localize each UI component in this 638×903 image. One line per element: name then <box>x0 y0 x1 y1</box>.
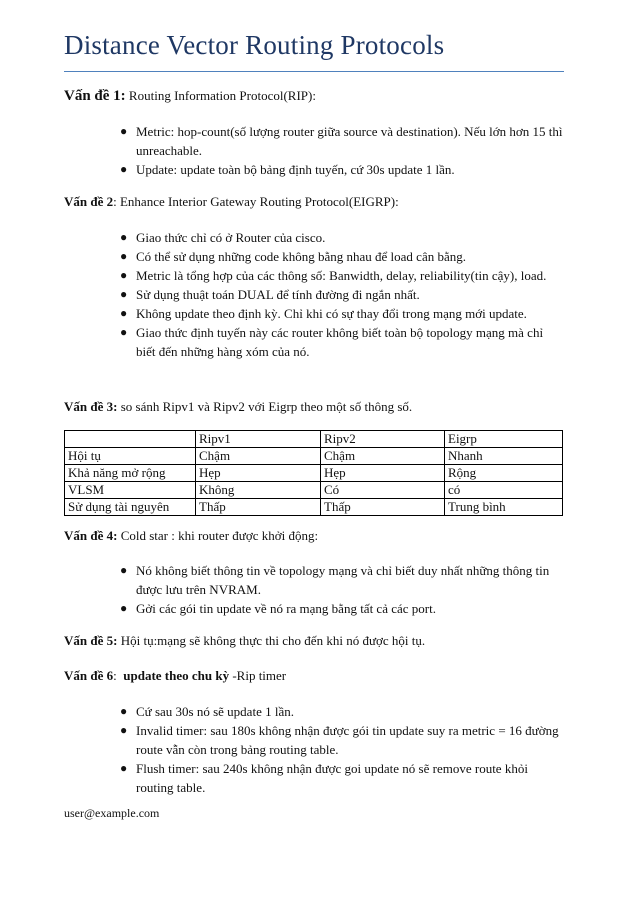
bullet-icon: ● <box>120 325 128 339</box>
table-header-cell <box>65 431 196 448</box>
list-item: ● Cứ sau 30s nó sẽ update 1 lần. <box>120 704 294 719</box>
issue-5-text: Hội tụ:mạng sẽ không thực thi cho đến khi nó được hội tụ. <box>120 633 426 648</box>
table-header-row <box>65 431 563 448</box>
table-cell: Khả năng mở rộng <box>65 465 196 482</box>
issue-6-text: -Rip timer <box>232 668 287 683</box>
issue-2-heading <box>64 194 399 210</box>
list-item: ● Giao thức định tuyến này các router không biết toàn bộ topology mạng mà chỉ biết đến những hàng xóm của nó. <box>120 325 544 359</box>
issue-2-list <box>64 228 564 361</box>
bullet-icon: ● <box>120 268 128 282</box>
footer-email: user@example.com <box>64 806 160 820</box>
bullet-icon: ● <box>120 287 128 301</box>
table-cell: Có <box>321 482 445 499</box>
list-item: ● Invalid timer: sau 180s không nhận được gói tin update suy ra metric = 16 đường route vẫn còn trong bảng routing table. <box>120 723 559 757</box>
table-cell: Chậm <box>196 448 321 465</box>
table-cell: Thấp <box>196 499 321 516</box>
table-cell: Trung bình <box>445 499 563 516</box>
list-item: ● Giao thức chỉ có ở Router của cisco. <box>120 230 326 245</box>
issue-5-heading <box>64 633 425 649</box>
issue-2-text: : Enhance Interior Gateway Routing Protocol(EIGRP): <box>113 194 399 209</box>
issue-6-separator: : <box>113 668 117 683</box>
table-cell: Hội tụ <box>65 448 196 465</box>
list-item: ● Metric là tổng hợp của các thông số: Banwidth, delay, reliability(tin cậy), load. <box>120 268 547 283</box>
issue-5-label: Vấn đề 5: <box>64 633 118 648</box>
issue-6-list <box>64 702 564 797</box>
issue-4-label: Vấn đề 4: <box>64 528 118 543</box>
bullet-icon: ● <box>120 563 128 577</box>
bullet-icon: ● <box>120 761 128 775</box>
table-cell: Nhanh <box>445 448 563 465</box>
issue-1-text: Routing Information Protocol(RIP): <box>128 88 316 103</box>
bullet-icon: ● <box>120 249 128 263</box>
list-item: ● Gởi các gói tin update về nó ra mạng bằng tất cả các port. <box>120 601 436 616</box>
comparison-table <box>64 430 563 516</box>
issue-2-label: Vấn đề 2 <box>64 194 114 209</box>
issue-6-heading <box>64 668 286 684</box>
table-header-cell: Ripv1 <box>196 431 321 448</box>
table-cell: Sử dụng tài nguyên <box>65 499 196 516</box>
table-cell: VLSM <box>65 482 196 499</box>
issue-3-heading <box>64 399 412 415</box>
table-row <box>65 499 563 516</box>
issue-3-text: so sánh Ripv1 và Ripv2 với Eigrp theo một số thông số. <box>120 399 413 414</box>
issue-4-text: Cold star : khi router được khởi động: <box>120 528 319 543</box>
table-row <box>65 465 563 482</box>
list-item: ● Nó không biết thông tin về topology mạng và chỉ biết duy nhất những thông tin được lưu trên NVRAM. <box>120 563 550 597</box>
table-row <box>65 482 563 499</box>
table-cell: Rộng <box>445 465 563 482</box>
issue-6-bold-text: update theo chu kỳ <box>123 668 230 683</box>
issue-6-label: Vấn đề 6 <box>64 668 114 683</box>
issue-4-heading <box>64 528 318 544</box>
bullet-icon: ● <box>120 162 128 176</box>
table-cell: có <box>445 482 563 499</box>
list-item: ● Có thể sử dụng những code không bằng nhau để load cân bằng. <box>120 249 466 264</box>
table-cell: Hẹp <box>196 465 321 482</box>
table-header-cell: Eigrp <box>445 431 563 448</box>
issue-4-list <box>64 561 564 618</box>
table-header-cell: Ripv2 <box>321 431 445 448</box>
issue-1-list <box>64 122 564 179</box>
bullet-icon: ● <box>120 306 128 320</box>
bullet-icon: ● <box>120 723 128 737</box>
list-item: ● Không update theo định kỳ. Chỉ khi có sự thay đổi trong mạng mới update. <box>120 306 527 321</box>
bullet-icon: ● <box>120 704 128 718</box>
title-underline <box>64 71 564 72</box>
list-item: ● Sử dụng thuật toán DUAL để tính đường đi ngắn nhất. <box>120 287 420 302</box>
table-cell: Chậm <box>321 448 445 465</box>
table-row <box>65 448 563 465</box>
bullet-icon: ● <box>120 601 128 615</box>
bullet-icon: ● <box>120 124 128 138</box>
table-cell: Hẹp <box>321 465 445 482</box>
table-cell: Thấp <box>321 499 445 516</box>
list-item: ● Flush timer: sau 240s không nhận được goi update nó sẽ remove route khỏi routing table. <box>120 761 528 795</box>
issue-1-heading <box>64 88 316 105</box>
issue-3-label: Vấn đề 3: <box>64 399 118 414</box>
issue-1-label: Vấn đề 1: <box>64 88 126 104</box>
list-item: ● Update: update toàn bộ bảng định tuyến, cứ 30s update 1 lần. <box>120 162 455 177</box>
document-title: Distance Vector Routing Protocols <box>64 30 445 60</box>
table-cell: Không <box>196 482 321 499</box>
list-item: ● Metric: hop-count(số lượng router giữa source và destination). Nếu lớn hơn 15 thì unreachable. <box>120 124 563 158</box>
bullet-icon: ● <box>120 230 128 244</box>
